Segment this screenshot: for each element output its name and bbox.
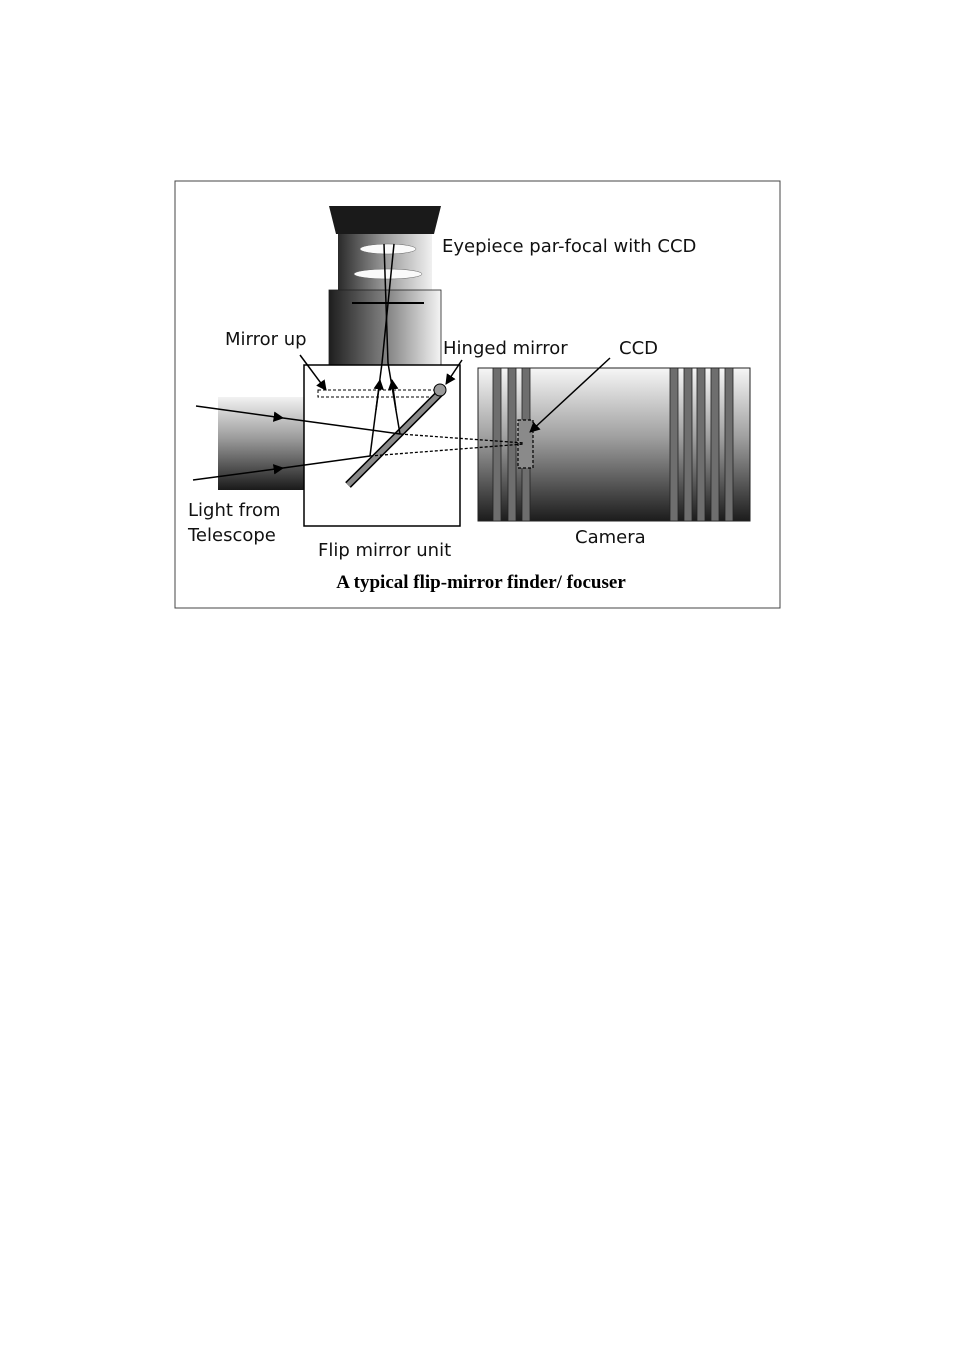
camera-label: Camera [575, 527, 646, 548]
mirror-up-label: Mirror up [225, 329, 307, 350]
eyepiece-cup [329, 206, 441, 234]
eyepiece-lens-1 [360, 244, 416, 254]
ccd-label: CCD [619, 338, 658, 359]
telescope-label: Telescope [188, 525, 276, 546]
flip-mirror-unit-label: Flip mirror unit [318, 540, 452, 561]
hinged-mirror-label: Hinged mirror [443, 338, 568, 359]
eyepiece-label: Eyepiece par-focal with CCD [442, 236, 697, 257]
figure-caption: A typical flip-mirror finder/ focuser [336, 572, 626, 593]
light-from-label: Light from [188, 500, 281, 521]
mirror-hinge [434, 384, 446, 396]
eyepiece-lens-2 [354, 269, 422, 279]
